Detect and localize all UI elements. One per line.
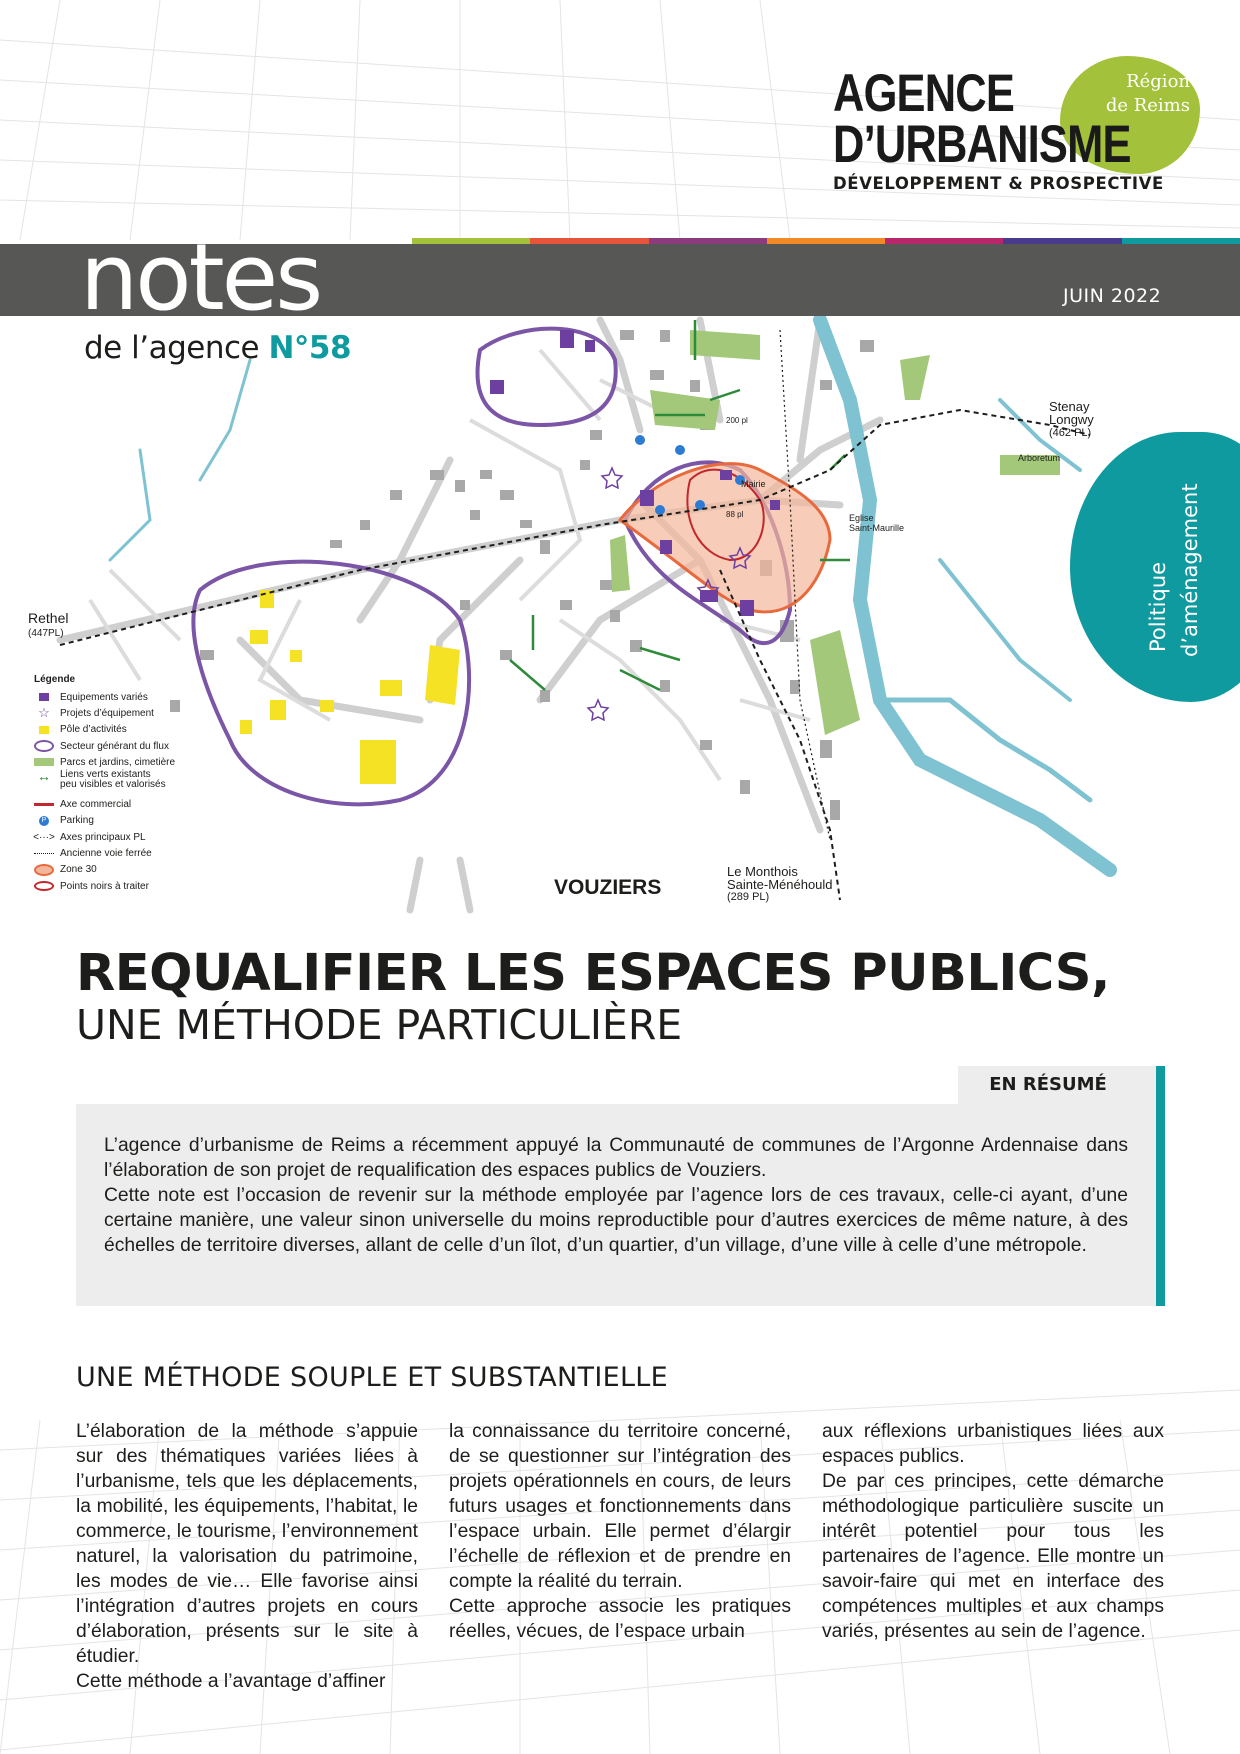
logo-urbanisme: D’URBANISME [833, 115, 1131, 174]
legend-label: Parcs et jardins, cimetière [60, 756, 176, 768]
green-double-arrow-icon: ↔ [37, 768, 51, 785]
parking-icon: P [34, 815, 54, 827]
legend-label: Axe commercial [60, 799, 132, 811]
column-2 [449, 1419, 791, 1644]
orange-zone-icon [34, 864, 54, 876]
column-1 [76, 1419, 418, 1694]
label-arboretum: Arboretum [1018, 453, 1061, 463]
issue-date: JUIN 2022 [1063, 285, 1162, 307]
legend-row [34, 829, 264, 845]
purple-star-icon: ☆ [38, 705, 50, 721]
label-rethel: Rethel [28, 610, 69, 626]
legend-row [34, 845, 264, 861]
legend-row [34, 796, 264, 812]
summary-label: EN RÉSUMÉ [989, 1074, 1107, 1095]
summary-accent-bar [1156, 1066, 1165, 1306]
legend-row [34, 722, 264, 738]
red-line-icon [34, 799, 54, 811]
label-rethel-pl: (447PL) [28, 628, 64, 639]
side-tab-line1: Politique [1146, 561, 1170, 652]
dashed-arrow-icon: <···> [33, 831, 55, 843]
red-outline-icon [34, 880, 54, 892]
label-88pl: 88 pl [726, 510, 744, 519]
legend-label: Projets d’équipement [60, 707, 154, 719]
label-eglise-1: Eglise [849, 513, 874, 523]
legend-label: Points noirs à traiter [60, 880, 149, 892]
legend-label: Parking [60, 815, 94, 827]
legend-label: Liens verts existants [60, 769, 151, 781]
col1-paragraph-2: Cette méthode a l’avantage d’affiner [76, 1671, 386, 1692]
purple-ring-icon [34, 740, 54, 752]
column-3 [822, 1419, 1164, 1644]
town-name: VOUZIERS [554, 876, 662, 899]
label-mairie: Mairie [741, 479, 766, 489]
legend-row [34, 878, 264, 894]
legend-label-2: peu visibles et valorisés [60, 779, 166, 791]
label-menehould-pl: (289 PL) [727, 891, 770, 903]
col3-paragraph-2: De par ces principes, cette démarche méthodologique particulière suscite un intérêt potentiel pour tous les partenaires de l’agence. Elle montre un savoir-faire qui met en interface des compétences multiples et aux champs variés, présentes au sein de l’agence. [822, 1471, 1164, 1642]
label-menehould: Sainte-Ménéhould [727, 877, 833, 892]
label-longwy-pl: (462 PL) [1049, 427, 1092, 439]
logo-agence: AGENCE [833, 64, 1015, 123]
label-eglise-2: Saint-Maurille [849, 523, 905, 533]
region-logo-text [1090, 70, 1190, 118]
legend-label: Axes principaux PL [60, 831, 146, 843]
issue-line [84, 330, 351, 366]
section-title: UNE MÉTHODE SOUPLE ET SUBSTANTIELLE [76, 1362, 669, 1393]
label-200pl: 200 pl [726, 416, 748, 425]
issue-number: N°58 [268, 330, 352, 366]
legend-title: Légende [34, 674, 76, 685]
col2-paragraph-2: Cette approche associe les pratiques réelles, vécues, de l’espace urbain [449, 1596, 791, 1642]
purple-square-icon [34, 691, 54, 703]
legend-label: Equipements variés [60, 691, 148, 703]
region-line2: de Reims [1105, 95, 1190, 116]
region-line1: Région [1126, 71, 1190, 92]
summary-text [104, 1133, 1128, 1258]
summary-paragraph-2: Cette note est l’occasion de revenir sur la méthode employée par l’agence lors de ces travaux, celle-ci ayant, d’une certaine manière, une valeur sinon universelle du moins reproductible pour d’autres exercices de même nature, à des échelles de territoire diverses, allant de celle d’un îlot, d’un quartier, d’un village, d’une ville à celle d’une métropole. [104, 1185, 1128, 1256]
logo-subtitle: DÉVELOPPEMENT & PROSPECTIVE [833, 174, 1164, 193]
col2-paragraph-1: la connaissance du territoire concerné, de se questionner sur l’intégration des projets opérationnels en cours, de leurs futurs usages et fonctionnements dans l’espace urbain. Elle permet d’élargir l’échelle de réflexion et de prendre en compte la réalité du terrain. [449, 1421, 791, 1592]
green-band-icon [34, 756, 54, 768]
label-longwy: Longwy [1049, 412, 1094, 427]
legend-label: Pôle d’activités [60, 724, 127, 736]
legend-row [34, 738, 264, 754]
agence-prefix: de l’agence [84, 330, 269, 366]
legend-label: Zone 30 [60, 864, 97, 876]
legend-label: Secteur générant du flux [60, 740, 169, 752]
legend-row [34, 862, 264, 878]
label-monthois: Le Monthois [727, 864, 798, 879]
legend-row [34, 705, 264, 721]
main-subtitle: UNE MÉTHODE PARTICULIÈRE [76, 1001, 683, 1049]
label-stenay: Stenay [1049, 399, 1090, 414]
legend-row [34, 754, 264, 770]
dotted-line-icon [34, 848, 54, 860]
main-title: REQUALIFIER LES ESPACES PUBLICS, [76, 944, 1110, 1003]
legend-row [34, 813, 264, 829]
col1-paragraph-1: L’élaboration de la méthode s’appuie sur des thématiques variées liées à l’urbanisme, tels que les déplacements, la mobilité, les équipements, l’habitat, le commerce, le tourisme, l’environnement naturel, la valorisation du patrimoine, les modes de vie… Elle favorise ainsi l’intégration d’autres projets en cours d’élaboration, présents sur le site à étudier. [76, 1421, 418, 1667]
legend-label: Ancienne voie ferrée [60, 848, 152, 860]
side-tab-line2: d’aménagement [1178, 483, 1202, 657]
yellow-square-icon [34, 724, 54, 736]
legend-row [34, 689, 264, 705]
col3-paragraph-1: aux réflexions urbanistiques liées aux espaces publics. [822, 1421, 1164, 1467]
map-legend [34, 674, 264, 894]
legend-row [34, 770, 264, 796]
summary-paragraph-1: L’agence d’urbanisme de Reims a récemment appuyé la Communauté de communes de l’Argonne Ardennaise dans l’élaboration de son projet de requalification des espaces publics de Vouziers. [104, 1135, 1128, 1181]
notes-title: notes [80, 224, 321, 331]
